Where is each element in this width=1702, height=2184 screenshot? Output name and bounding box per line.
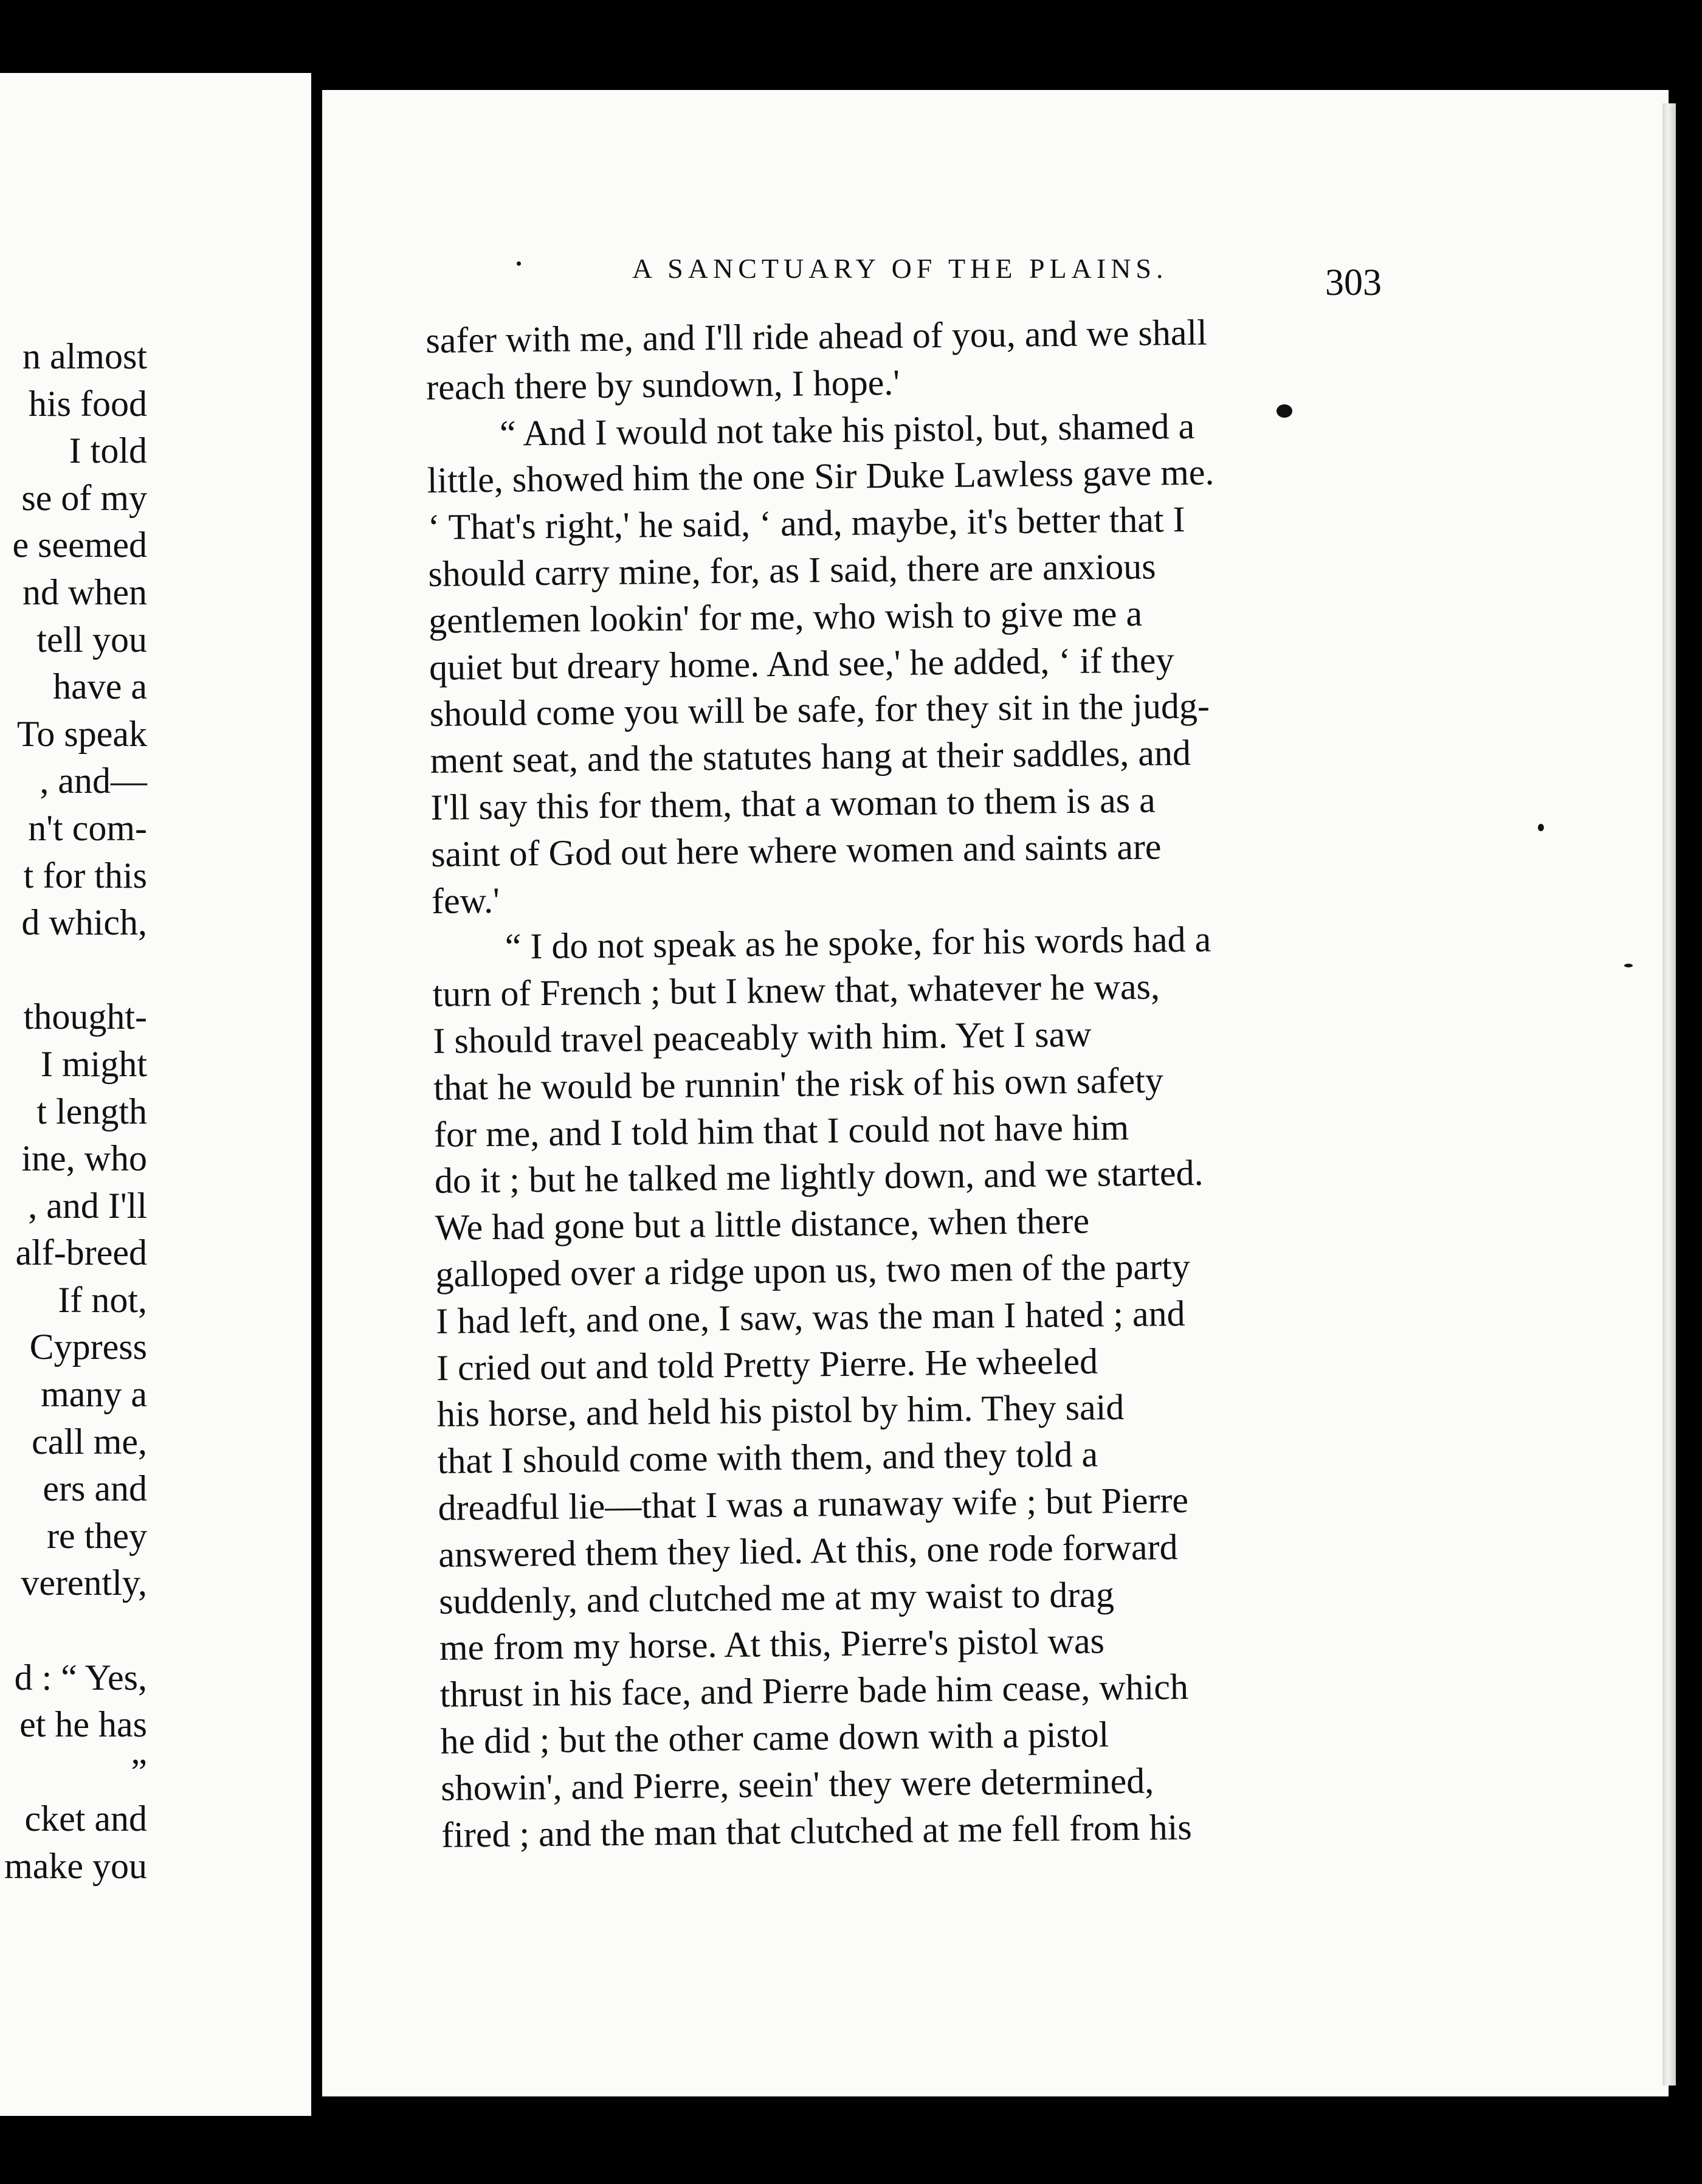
body-text-line: that he would be runnin' the risk of his own safety [433,1060,1164,1108]
left-page-text-line: d : “ Yes, [14,1657,147,1698]
running-head: A SANCTUARY OF THE PLAINS. [632,253,1168,284]
left-page-text-line: t length [36,1091,147,1132]
body-text-line: fired ; and the man that clutched at me fell from his [441,1806,1192,1855]
left-page-text [0,333,147,1890]
left-page [0,73,311,2116]
left-page-text-line [0,947,147,994]
left-page-text-line: To speak [16,713,147,754]
body-text-line: I'll say this for them, that a woman to them is as a [430,779,1156,828]
body-text-line: gentlemen lookin' for me, who wish to give me a [428,593,1143,641]
left-page-text-line: many a [41,1374,147,1415]
left-page-text-line: n't com- [28,807,147,848]
body-text-line: that I should come with them, and they told a [437,1434,1098,1482]
body-text-line: little, showed him the one Sir Duke Lawless gave me. [427,452,1214,501]
left-page-text-line: se of my [21,477,147,518]
left-page-text-line: ers and [43,1468,147,1509]
body-text-line: for me, and I told him that I could not have him [433,1107,1129,1155]
body-text-line: We had gone but a little distance, when there [435,1200,1090,1248]
left-page-text-line: ” [131,1751,147,1792]
left-page-text-line: If not, [58,1279,147,1320]
left-page-text-line: have a [53,666,147,707]
body-text-line: galloped over a ridge upon us, two men of the party [435,1246,1191,1294]
left-page-text-line: ine, who [21,1138,147,1179]
left-page-text-line: e seemed [12,525,147,565]
body-text-line: showin', and Pierre, seein' they were determined, [440,1760,1154,1808]
body-text-line: saint of God out here where women and saints are [430,826,1162,874]
ink-blot [1276,404,1292,418]
body-text-line: ment seat, and the statutes hang at their saddles, and [430,733,1191,781]
left-page-text-line: , and— [40,761,147,801]
body-text [426,307,1402,1858]
body-text-line: answered them they lied. At this, one rode forward [438,1526,1178,1575]
body-text-line: “ And I would not take his pistol, but, shamed a [426,406,1195,454]
left-page-text-line: et he has [19,1704,147,1745]
body-text-line: turn of French ; but I knew that, whatever he was, [432,966,1160,1015]
left-page-text-line: call me, [32,1421,147,1462]
body-text-line: suddenly, and clutched me at my waist to drag [438,1574,1115,1622]
body-text-line: I should travel peaceably with him. Yet I saw [433,1014,1092,1061]
left-page-text-line: thought- [23,997,147,1037]
page-edge [1662,103,1676,2086]
body-text-line: safer with me, and I'll ride ahead of you, and we shall [426,312,1208,361]
body-text-line: me from my horse. At this, Pierre's pistol was [439,1620,1105,1668]
left-page-text-line: alf-breed [15,1232,147,1273]
body-text-line: few.' [431,880,500,921]
left-page-text-line: Cypress [29,1327,147,1367]
left-page-text-line: d which, [21,902,147,943]
body-text-line: reach there by sundown, I hope.' [426,362,900,407]
body-text-line: quiet but dreary home. And see,' he added, ‘ if they [429,639,1174,688]
body-text-line: dreadful lie—that I was a runaway wife ; but Pierre [438,1479,1189,1528]
left-page-text-line: I told [69,430,147,471]
left-page-text-line: , and I'll [28,1185,147,1226]
left-page-text-line: cket and [24,1799,147,1839]
body-text-line: should come you will be safe, for they sit in the judg- [429,685,1210,734]
left-page-text-line: his food [29,383,147,424]
body-text-line: thrust in his face, and Pierre bade him cease, which [439,1667,1189,1715]
body-text-line: do it ; but he talked me lightly down, and we started. [434,1153,1204,1201]
left-page-text-line: n almost [22,336,147,376]
left-page-text-line [0,1607,147,1654]
body-text-line: should carry mine, for, as I said, there are anxious [428,546,1156,594]
left-page-text-line: I might [41,1043,147,1084]
ink-speck [1624,964,1633,967]
body-text-line: “ I do not speak as he spoke, for his words had a [432,919,1211,968]
left-page-text-line: verently, [21,1563,147,1603]
left-page-text-line: re they [47,1515,147,1556]
page-number: 303 [1325,262,1382,303]
left-page-text-line: make you [4,1846,147,1886]
body-text-line: I had left, and one, I saw, was the man I hated ; and [435,1293,1185,1341]
body-text-line: he did ; but the other came down with a pistol [440,1714,1109,1761]
ink-speck [517,261,521,266]
left-page-text-line: t for this [23,855,147,896]
body-text-line: his horse, and held his pistol by him. They said [436,1387,1125,1435]
body-text-line: ‘ That's right,' he said, ‘ and, maybe, it's better that I [427,499,1185,548]
ink-speck [1538,824,1544,831]
body-text-line: I cried out and told Pretty Pierre. He wheeled [436,1341,1098,1388]
left-page-text-line: tell you [36,619,147,660]
left-page-text-line: nd when [22,572,147,612]
